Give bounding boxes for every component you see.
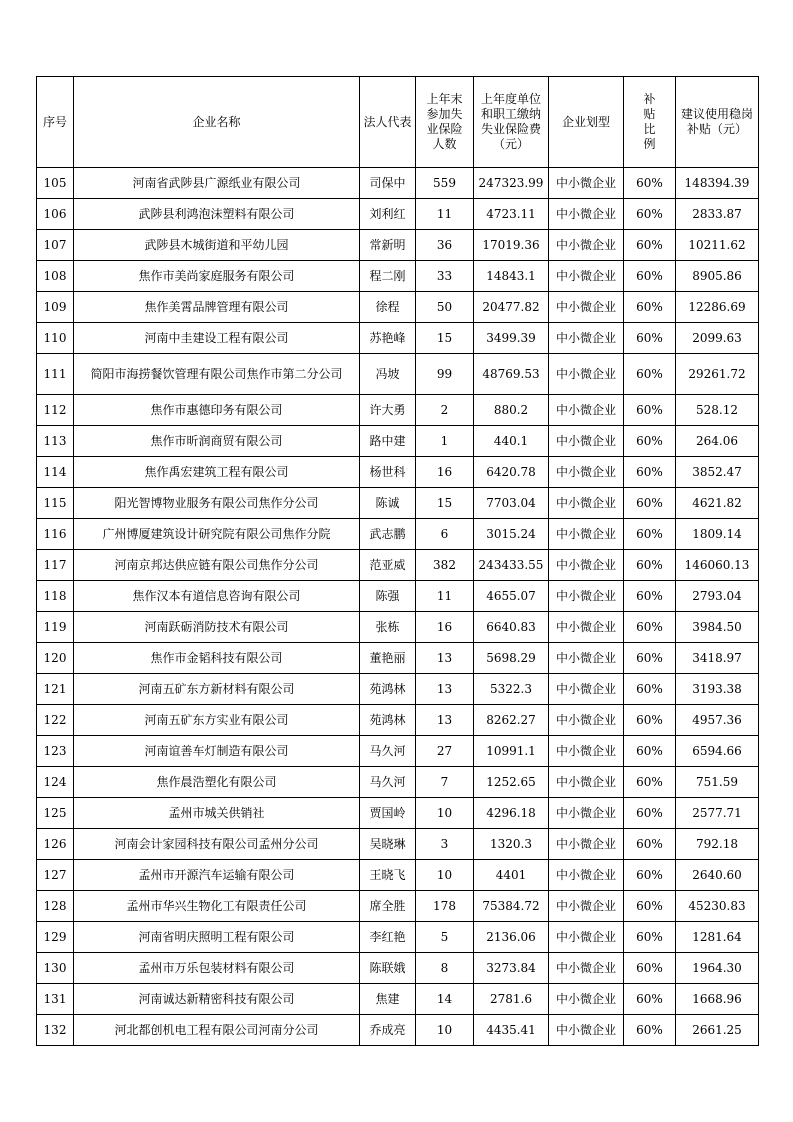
cell-premium-paid: 4296.18 — [474, 798, 549, 829]
cell-insured-count: 1 — [416, 426, 474, 457]
cell-suggested-subsidy: 1668.96 — [676, 984, 759, 1015]
table-row — [37, 705, 759, 736]
cell-insured-count: 3 — [416, 829, 474, 860]
cell-seq: 120 — [37, 643, 74, 674]
cell-premium-paid: 243433.55 — [474, 550, 549, 581]
cell-suggested-subsidy: 1281.64 — [676, 922, 759, 953]
cell-insured-count: 13 — [416, 705, 474, 736]
cell-seq: 117 — [37, 550, 74, 581]
cell-enterprise-type: 中小微企业 — [549, 354, 624, 395]
cell-enterprise-type: 中小微企业 — [549, 426, 624, 457]
cell-suggested-subsidy: 1964.30 — [676, 953, 759, 984]
cell-enterprise-type: 中小微企业 — [549, 984, 624, 1015]
cell-seq: 115 — [37, 488, 74, 519]
cell-legal-rep: 陈诚 — [360, 488, 416, 519]
cell-subsidy-ratio: 60% — [624, 953, 676, 984]
cell-legal-rep: 王晓飞 — [360, 860, 416, 891]
cell-insured-count: 50 — [416, 292, 474, 323]
header-subsidy-ratio: 补贴比例 — [624, 77, 676, 168]
cell-company: 河南省明庆照明工程有限公司 — [74, 922, 360, 953]
cell-enterprise-type: 中小微企业 — [549, 519, 624, 550]
table-row — [37, 612, 759, 643]
table-row — [37, 1015, 759, 1046]
cell-premium-paid: 10991.1 — [474, 736, 549, 767]
cell-subsidy-ratio: 60% — [624, 261, 676, 292]
cell-seq: 118 — [37, 581, 74, 612]
cell-suggested-subsidy: 4957.36 — [676, 705, 759, 736]
cell-premium-paid: 6640.83 — [474, 612, 549, 643]
cell-insured-count: 13 — [416, 643, 474, 674]
cell-premium-paid: 75384.72 — [474, 891, 549, 922]
cell-suggested-subsidy: 2793.04 — [676, 581, 759, 612]
cell-subsidy-ratio: 60% — [624, 426, 676, 457]
cell-subsidy-ratio: 60% — [624, 612, 676, 643]
cell-suggested-subsidy: 264.06 — [676, 426, 759, 457]
cell-seq: 108 — [37, 261, 74, 292]
cell-premium-paid: 1252.65 — [474, 767, 549, 798]
cell-subsidy-ratio: 60% — [624, 550, 676, 581]
cell-suggested-subsidy: 12286.69 — [676, 292, 759, 323]
cell-suggested-subsidy: 792.18 — [676, 829, 759, 860]
cell-enterprise-type: 中小微企业 — [549, 643, 624, 674]
cell-suggested-subsidy: 2099.63 — [676, 323, 759, 354]
cell-legal-rep: 吴晓琳 — [360, 829, 416, 860]
cell-enterprise-type: 中小微企业 — [549, 798, 624, 829]
cell-subsidy-ratio: 60% — [624, 457, 676, 488]
cell-enterprise-type: 中小微企业 — [549, 168, 624, 199]
cell-premium-paid: 4435.41 — [474, 1015, 549, 1046]
cell-company: 阳光智博物业服务有限公司焦作分公司 — [74, 488, 360, 519]
table-row — [37, 767, 759, 798]
table-row — [37, 674, 759, 705]
cell-enterprise-type: 中小微企业 — [549, 457, 624, 488]
cell-insured-count: 33 — [416, 261, 474, 292]
cell-suggested-subsidy: 2833.87 — [676, 199, 759, 230]
cell-legal-rep: 范亚威 — [360, 550, 416, 581]
header-row — [37, 77, 759, 168]
header-company: 企业名称 — [74, 77, 360, 168]
cell-company: 孟州市城关供销社 — [74, 798, 360, 829]
cell-premium-paid: 4401 — [474, 860, 549, 891]
table-row — [37, 395, 759, 426]
cell-legal-rep: 张栋 — [360, 612, 416, 643]
cell-enterprise-type: 中小微企业 — [549, 736, 624, 767]
cell-insured-count: 99 — [416, 354, 474, 395]
cell-subsidy-ratio: 60% — [624, 230, 676, 261]
cell-insured-count: 6 — [416, 519, 474, 550]
table-row — [37, 199, 759, 230]
cell-subsidy-ratio: 60% — [624, 581, 676, 612]
cell-insured-count: 27 — [416, 736, 474, 767]
cell-enterprise-type: 中小微企业 — [549, 705, 624, 736]
cell-suggested-subsidy: 146060.13 — [676, 550, 759, 581]
cell-company: 河南省武陟县广源纸业有限公司 — [74, 168, 360, 199]
cell-seq: 112 — [37, 395, 74, 426]
cell-premium-paid: 3015.24 — [474, 519, 549, 550]
cell-subsidy-ratio: 60% — [624, 1015, 676, 1046]
cell-company: 焦作汉本有道信息咨询有限公司 — [74, 581, 360, 612]
cell-company: 武陟县利鸿泡沫塑料有限公司 — [74, 199, 360, 230]
cell-legal-rep: 刘利红 — [360, 199, 416, 230]
cell-suggested-subsidy: 751.59 — [676, 767, 759, 798]
cell-company: 河南诚达新精密科技有限公司 — [74, 984, 360, 1015]
cell-suggested-subsidy: 45230.83 — [676, 891, 759, 922]
cell-company: 武陟县木城街道和平幼儿园 — [74, 230, 360, 261]
table-body — [37, 168, 759, 1046]
cell-company: 河南京邦达供应链有限公司焦作分公司 — [74, 550, 360, 581]
cell-company: 河南会计家园科技有限公司孟州分公司 — [74, 829, 360, 860]
subsidy-table — [36, 76, 759, 1046]
cell-seq: 119 — [37, 612, 74, 643]
cell-company: 孟州市开源汽车运输有限公司 — [74, 860, 360, 891]
cell-seq: 122 — [37, 705, 74, 736]
table-row — [37, 891, 759, 922]
table-row — [37, 488, 759, 519]
cell-company: 焦作禹宏建筑工程有限公司 — [74, 457, 360, 488]
cell-seq: 110 — [37, 323, 74, 354]
cell-legal-rep: 席全胜 — [360, 891, 416, 922]
cell-insured-count: 8 — [416, 953, 474, 984]
cell-seq: 106 — [37, 199, 74, 230]
cell-insured-count: 15 — [416, 323, 474, 354]
cell-legal-rep: 董艳丽 — [360, 643, 416, 674]
table-row — [37, 426, 759, 457]
cell-seq: 113 — [37, 426, 74, 457]
cell-premium-paid: 880.2 — [474, 395, 549, 426]
cell-premium-paid: 48769.53 — [474, 354, 549, 395]
table-row — [37, 323, 759, 354]
table-row — [37, 643, 759, 674]
cell-suggested-subsidy: 10211.62 — [676, 230, 759, 261]
cell-enterprise-type: 中小微企业 — [549, 953, 624, 984]
cell-enterprise-type: 中小微企业 — [549, 860, 624, 891]
cell-subsidy-ratio: 60% — [624, 674, 676, 705]
cell-subsidy-ratio: 60% — [624, 736, 676, 767]
cell-premium-paid: 4655.07 — [474, 581, 549, 612]
cell-enterprise-type: 中小微企业 — [549, 261, 624, 292]
header-seq: 序号 — [37, 77, 74, 168]
table-row — [37, 736, 759, 767]
cell-seq: 128 — [37, 891, 74, 922]
cell-enterprise-type: 中小微企业 — [549, 550, 624, 581]
cell-enterprise-type: 中小微企业 — [549, 674, 624, 705]
cell-subsidy-ratio: 60% — [624, 798, 676, 829]
cell-premium-paid: 2136.06 — [474, 922, 549, 953]
cell-legal-rep: 乔成亮 — [360, 1015, 416, 1046]
cell-enterprise-type: 中小微企业 — [549, 199, 624, 230]
cell-suggested-subsidy: 6594.66 — [676, 736, 759, 767]
cell-subsidy-ratio: 60% — [624, 323, 676, 354]
cell-legal-rep: 常新明 — [360, 230, 416, 261]
cell-company: 河南五矿东方实业有限公司 — [74, 705, 360, 736]
cell-suggested-subsidy: 4621.82 — [676, 488, 759, 519]
cell-company: 焦作市昕润商贸有限公司 — [74, 426, 360, 457]
cell-legal-rep: 苏艳峰 — [360, 323, 416, 354]
cell-company: 河南跃砺消防技术有限公司 — [74, 612, 360, 643]
cell-company: 孟州市万乐包装材料有限公司 — [74, 953, 360, 984]
cell-premium-paid: 5698.29 — [474, 643, 549, 674]
cell-enterprise-type: 中小微企业 — [549, 829, 624, 860]
cell-seq: 123 — [37, 736, 74, 767]
table-row — [37, 550, 759, 581]
cell-seq: 107 — [37, 230, 74, 261]
cell-subsidy-ratio: 60% — [624, 519, 676, 550]
cell-subsidy-ratio: 60% — [624, 643, 676, 674]
cell-suggested-subsidy: 528.12 — [676, 395, 759, 426]
cell-company: 河南五矿东方新材料有限公司 — [74, 674, 360, 705]
cell-subsidy-ratio: 60% — [624, 829, 676, 860]
header-insured-count: 上年末参加失业保险人数 — [416, 77, 474, 168]
cell-premium-paid: 2781.6 — [474, 984, 549, 1015]
cell-premium-paid: 5322.3 — [474, 674, 549, 705]
cell-premium-paid: 3273.84 — [474, 953, 549, 984]
cell-insured-count: 2 — [416, 395, 474, 426]
header-suggested-subsidy: 建议使用稳岗补贴（元） — [676, 77, 759, 168]
cell-suggested-subsidy: 29261.72 — [676, 354, 759, 395]
cell-subsidy-ratio: 60% — [624, 860, 676, 891]
cell-enterprise-type: 中小微企业 — [549, 891, 624, 922]
cell-enterprise-type: 中小微企业 — [549, 488, 624, 519]
cell-legal-rep: 冯坡 — [360, 354, 416, 395]
table-row — [37, 457, 759, 488]
cell-company: 焦作市美尚家庭服务有限公司 — [74, 261, 360, 292]
cell-legal-rep: 马久河 — [360, 767, 416, 798]
cell-company: 简阳市海捞餐饮管理有限公司焦作市第二分公司 — [74, 354, 360, 395]
table-row — [37, 829, 759, 860]
cell-subsidy-ratio: 60% — [624, 767, 676, 798]
cell-insured-count: 13 — [416, 674, 474, 705]
table-header — [37, 77, 759, 168]
cell-seq: 111 — [37, 354, 74, 395]
cell-company: 河北都创机电工程有限公司河南分公司 — [74, 1015, 360, 1046]
cell-insured-count: 10 — [416, 798, 474, 829]
cell-enterprise-type: 中小微企业 — [549, 922, 624, 953]
cell-enterprise-type: 中小微企业 — [549, 292, 624, 323]
cell-seq: 124 — [37, 767, 74, 798]
cell-suggested-subsidy: 1809.14 — [676, 519, 759, 550]
cell-insured-count: 178 — [416, 891, 474, 922]
cell-seq: 127 — [37, 860, 74, 891]
cell-company: 焦作晨浩塑化有限公司 — [74, 767, 360, 798]
cell-enterprise-type: 中小微企业 — [549, 1015, 624, 1046]
cell-premium-paid: 14843.1 — [474, 261, 549, 292]
cell-suggested-subsidy: 3193.38 — [676, 674, 759, 705]
cell-premium-paid: 6420.78 — [474, 457, 549, 488]
header-premium-paid: 上年度单位和职工缴纳失业保险费（元） — [474, 77, 549, 168]
cell-legal-rep: 许大勇 — [360, 395, 416, 426]
cell-suggested-subsidy: 2577.71 — [676, 798, 759, 829]
cell-legal-rep: 李红艳 — [360, 922, 416, 953]
cell-legal-rep: 陈联娥 — [360, 953, 416, 984]
cell-legal-rep: 程二刚 — [360, 261, 416, 292]
table-row — [37, 292, 759, 323]
cell-suggested-subsidy: 2640.60 — [676, 860, 759, 891]
cell-legal-rep: 路中建 — [360, 426, 416, 457]
cell-enterprise-type: 中小微企业 — [549, 230, 624, 261]
cell-enterprise-type: 中小微企业 — [549, 612, 624, 643]
table-row — [37, 581, 759, 612]
cell-company: 广州博厦建筑设计研究院有限公司焦作分院 — [74, 519, 360, 550]
table-row — [37, 168, 759, 199]
cell-premium-paid: 17019.36 — [474, 230, 549, 261]
cell-seq: 129 — [37, 922, 74, 953]
cell-insured-count: 15 — [416, 488, 474, 519]
table-row — [37, 953, 759, 984]
cell-legal-rep: 苑鸿林 — [360, 674, 416, 705]
cell-enterprise-type: 中小微企业 — [549, 767, 624, 798]
cell-subsidy-ratio: 60% — [624, 922, 676, 953]
cell-insured-count: 14 — [416, 984, 474, 1015]
cell-subsidy-ratio: 60% — [624, 488, 676, 519]
cell-seq: 125 — [37, 798, 74, 829]
cell-seq: 130 — [37, 953, 74, 984]
cell-legal-rep: 焦建 — [360, 984, 416, 1015]
cell-premium-paid: 247323.99 — [474, 168, 549, 199]
cell-insured-count: 16 — [416, 457, 474, 488]
table-row — [37, 354, 759, 395]
cell-company: 焦作市惠德印务有限公司 — [74, 395, 360, 426]
table-row — [37, 230, 759, 261]
cell-seq: 116 — [37, 519, 74, 550]
cell-subsidy-ratio: 60% — [624, 292, 676, 323]
cell-company: 河南中圭建设工程有限公司 — [74, 323, 360, 354]
cell-subsidy-ratio: 60% — [624, 168, 676, 199]
table-row — [37, 261, 759, 292]
cell-subsidy-ratio: 60% — [624, 705, 676, 736]
cell-legal-rep: 徐程 — [360, 292, 416, 323]
cell-insured-count: 16 — [416, 612, 474, 643]
cell-company: 孟州市华兴生物化工有限责任公司 — [74, 891, 360, 922]
cell-enterprise-type: 中小微企业 — [549, 581, 624, 612]
cell-seq: 126 — [37, 829, 74, 860]
table-row — [37, 798, 759, 829]
cell-insured-count: 559 — [416, 168, 474, 199]
cell-insured-count: 36 — [416, 230, 474, 261]
cell-company: 河南谊善车灯制造有限公司 — [74, 736, 360, 767]
cell-subsidy-ratio: 60% — [624, 891, 676, 922]
cell-insured-count: 5 — [416, 922, 474, 953]
cell-seq: 132 — [37, 1015, 74, 1046]
cell-subsidy-ratio: 60% — [624, 984, 676, 1015]
cell-premium-paid: 4723.11 — [474, 199, 549, 230]
cell-suggested-subsidy: 3984.50 — [676, 612, 759, 643]
cell-insured-count: 11 — [416, 581, 474, 612]
cell-company: 焦作美霄品牌管理有限公司 — [74, 292, 360, 323]
cell-insured-count: 10 — [416, 860, 474, 891]
cell-company: 焦作市金韬科技有限公司 — [74, 643, 360, 674]
cell-legal-rep: 武志鹏 — [360, 519, 416, 550]
cell-enterprise-type: 中小微企业 — [549, 395, 624, 426]
cell-legal-rep: 贾国岭 — [360, 798, 416, 829]
cell-subsidy-ratio: 60% — [624, 395, 676, 426]
table-row — [37, 922, 759, 953]
cell-legal-rep: 苑鸿林 — [360, 705, 416, 736]
cell-legal-rep: 陈强 — [360, 581, 416, 612]
cell-enterprise-type: 中小微企业 — [549, 323, 624, 354]
cell-insured-count: 382 — [416, 550, 474, 581]
cell-suggested-subsidy: 3418.97 — [676, 643, 759, 674]
table-row — [37, 519, 759, 550]
cell-insured-count: 7 — [416, 767, 474, 798]
cell-seq: 105 — [37, 168, 74, 199]
table-row — [37, 984, 759, 1015]
cell-seq: 109 — [37, 292, 74, 323]
cell-suggested-subsidy: 8905.86 — [676, 261, 759, 292]
cell-premium-paid: 20477.82 — [474, 292, 549, 323]
cell-suggested-subsidy: 3852.47 — [676, 457, 759, 488]
cell-legal-rep: 司保中 — [360, 168, 416, 199]
header-legal-rep: 法人代表 — [360, 77, 416, 168]
cell-premium-paid: 7703.04 — [474, 488, 549, 519]
cell-premium-paid: 8262.27 — [474, 705, 549, 736]
cell-premium-paid: 1320.3 — [474, 829, 549, 860]
cell-premium-paid: 440.1 — [474, 426, 549, 457]
cell-premium-paid: 3499.39 — [474, 323, 549, 354]
cell-subsidy-ratio: 60% — [624, 354, 676, 395]
cell-seq: 131 — [37, 984, 74, 1015]
table-row — [37, 860, 759, 891]
cell-subsidy-ratio: 60% — [624, 199, 676, 230]
cell-insured-count: 10 — [416, 1015, 474, 1046]
cell-suggested-subsidy: 2661.25 — [676, 1015, 759, 1046]
cell-legal-rep: 马久河 — [360, 736, 416, 767]
cell-insured-count: 11 — [416, 199, 474, 230]
cell-legal-rep: 杨世科 — [360, 457, 416, 488]
cell-suggested-subsidy: 148394.39 — [676, 168, 759, 199]
header-enterprise-type: 企业划型 — [549, 77, 624, 168]
cell-seq: 121 — [37, 674, 74, 705]
cell-seq: 114 — [37, 457, 74, 488]
